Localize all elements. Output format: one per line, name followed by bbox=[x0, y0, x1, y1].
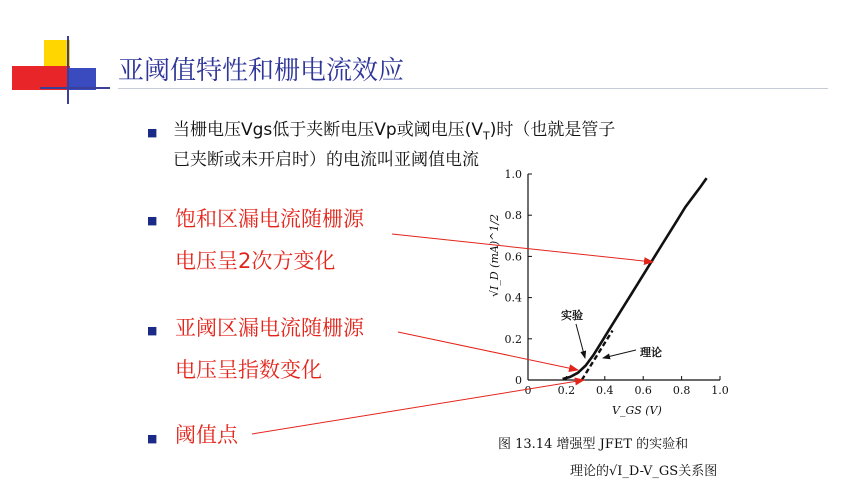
caption-line2: 理论的√I_D-V_GS关系图 bbox=[570, 464, 718, 479]
intro-line1-end: )时（也就是管子 bbox=[489, 120, 616, 140]
y-tick-label: 0 bbox=[515, 374, 522, 387]
chart-series bbox=[563, 178, 707, 380]
series-line bbox=[582, 331, 613, 380]
point-line: 电压呈2次方变化 bbox=[175, 249, 336, 273]
annotation-pointer bbox=[576, 324, 585, 358]
y-tick-label: 1.0 bbox=[504, 168, 522, 181]
annotation-pointer bbox=[603, 350, 636, 358]
x-tick-label: 1.0 bbox=[711, 384, 729, 397]
y-tick-label: 0.4 bbox=[504, 291, 522, 305]
intro-subscript: T bbox=[482, 129, 490, 143]
point-line: 阈值点 bbox=[175, 423, 238, 447]
chart-labels bbox=[561, 308, 662, 359]
y-tick-label: 0.6 bbox=[504, 250, 522, 264]
arrow-subthreshold bbox=[398, 332, 578, 370]
x-tick-label: 0.8 bbox=[672, 384, 691, 397]
y-tick-label: 0.8 bbox=[504, 209, 522, 223]
x-tick-label: 0.2 bbox=[557, 384, 576, 397]
intro-line2: 已夹断或未开启时）的电流叫亚阈值电流 bbox=[173, 150, 479, 171]
annotation-arrows bbox=[252, 234, 653, 434]
series-line bbox=[563, 178, 707, 379]
y-tick-label: 0.2 bbox=[504, 332, 522, 346]
x-tick-label: 0.6 bbox=[634, 384, 652, 397]
intro-line1: 当栅电压Vgs低于夹断电压Vp或阈电压(V bbox=[173, 120, 483, 140]
bullet-icon: ■ bbox=[147, 126, 158, 139]
y-axis-label: √I_D (mA)^1/2 bbox=[488, 213, 501, 297]
point-line: 亚阈区漏电流随栅源 bbox=[175, 316, 364, 340]
annotation-experiment: 实验 bbox=[561, 309, 583, 322]
x-tick-label: 0.4 bbox=[596, 384, 614, 397]
point-line: 电压呈指数变化 bbox=[175, 358, 322, 382]
x-tick-label: 0 bbox=[524, 384, 532, 397]
annotation-theory: 理论 bbox=[640, 346, 662, 359]
figure-caption bbox=[498, 433, 717, 479]
bullet-icon: ■ bbox=[147, 324, 158, 337]
slide-title: 亚阈值特性和栅电流效应 bbox=[118, 56, 405, 86]
arrow-threshold bbox=[252, 380, 584, 434]
chart-axes bbox=[488, 168, 729, 417]
caption-line1: 图 13.14 增强型 JFET 的实验和 bbox=[498, 437, 689, 452]
bullet-icon: ■ bbox=[147, 214, 158, 227]
point-line: 饱和区漏电流随栅源 bbox=[175, 207, 364, 231]
arrow-saturation bbox=[392, 234, 653, 262]
x-axis-label: V_GS (V) bbox=[612, 404, 662, 417]
bullet-icon: ■ bbox=[147, 432, 158, 445]
